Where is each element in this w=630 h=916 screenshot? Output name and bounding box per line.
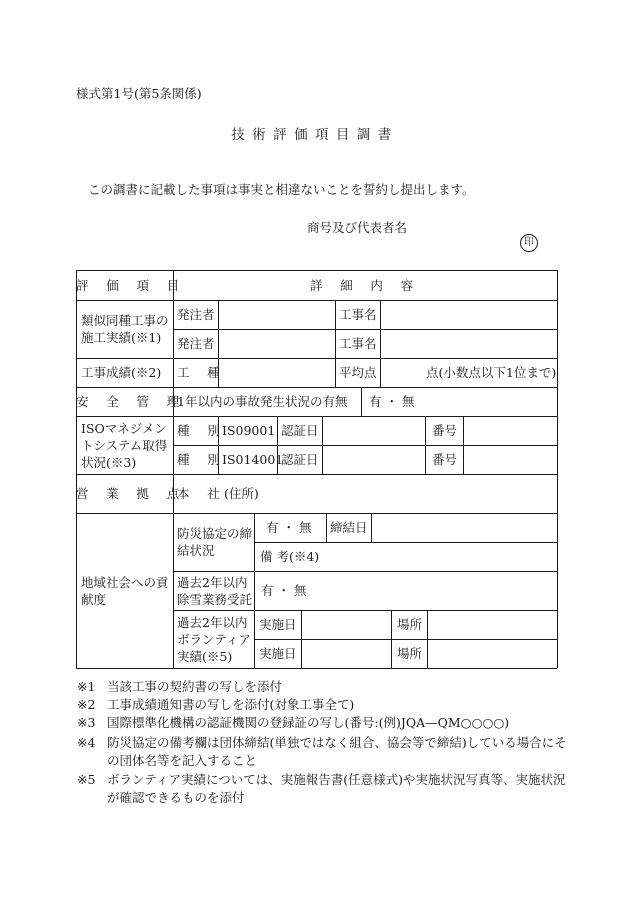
orderer-label: 発注者: [177, 336, 215, 351]
note-text: 防災協定の備考欄は団体締結(単独ではなく組合、協会等で締結)している場合にその団体名等を記入すること: [107, 735, 567, 768]
table-rule: [76, 668, 557, 669]
cert-date-label: 認証日: [281, 452, 319, 467]
table-rule: [361, 387, 362, 416]
iso-kind-label: 種 別: [177, 452, 227, 467]
table-rule: [380, 358, 381, 387]
table-rule: [326, 513, 327, 542]
iso14001-label: IS014001: [222, 452, 284, 467]
disaster-yes-no: 有 ・ 無: [266, 520, 312, 535]
remarks-label: 備 考(※4): [260, 549, 320, 564]
address-label: (住所): [224, 486, 259, 501]
table-rule: [76, 270, 557, 271]
note-mark: ※5: [77, 772, 96, 787]
impl-date-label: 実施日: [259, 646, 297, 661]
snow-yes-no: 有 ・ 無: [261, 583, 307, 598]
table-rule: [463, 416, 464, 474]
volunteer-label: 過去2年以内ボランティア実績(※5): [177, 615, 252, 664]
table-rule: [76, 300, 557, 301]
similar-works-label: 類似同種工事の施工実績(※1): [81, 313, 169, 345]
note-text: ボランティア実績については、実施報告書(任意様式)や実施状況写真等、実施状況が確認できるものを添付: [107, 772, 566, 805]
community-label: 地域社会への貢献度: [81, 575, 169, 607]
orderer-label: 発注者: [177, 307, 215, 322]
note-text: 工事成績通知書の写しを添付(対象工事全て): [107, 697, 355, 712]
accident-yes-no: 有 ・ 無: [369, 394, 415, 409]
performance-label: 工事成績(※2): [81, 365, 162, 380]
table-rule: [76, 358, 557, 359]
head-office-label: 本 社: [177, 486, 227, 501]
place-label: 場所: [397, 646, 423, 661]
note-item: [77, 771, 566, 805]
table-rule: [254, 513, 255, 668]
table-rule: [173, 610, 557, 611]
note-item: [77, 714, 510, 732]
safety-label: 安 全 管 理: [76, 394, 187, 409]
table-rule: [173, 571, 557, 572]
note-mark: ※2: [77, 697, 96, 712]
note-mark: ※4: [77, 735, 96, 750]
accident-question: 1年以内の事故発生状況の有無: [177, 394, 348, 409]
table-rule: [335, 300, 336, 358]
iso-label: ISOマネジメントシステム取得状況(※3): [81, 421, 168, 470]
table-rule: [301, 610, 302, 668]
table-rule: [254, 639, 557, 640]
snow-removal-label: 過去2年以内除雪業務受託: [177, 575, 253, 607]
table-rule: [254, 542, 557, 543]
table-rule: [76, 270, 77, 668]
column-header-detail: 詳 細 内 容: [309, 278, 421, 293]
table-rule: [173, 445, 557, 446]
table-rule: [173, 329, 557, 330]
table-rule: [76, 387, 557, 388]
table-rule: [76, 474, 557, 475]
table-rule: [76, 416, 557, 417]
note-text: 当該工事の契約書の写しを添付: [107, 679, 283, 694]
table-rule: [380, 300, 381, 358]
table-rule: [371, 513, 372, 542]
table-rule: [427, 610, 428, 668]
disaster-agreement-label: 防災協定の締結状況: [177, 526, 253, 558]
iso9001-label: IS09001: [222, 423, 276, 438]
work-type-label: 工 種: [177, 365, 227, 380]
pledge-text: この調書に記載した事項は事実と相違ないことを誓約し提出します。: [88, 182, 475, 197]
iso-kind-label: 種 別: [177, 423, 227, 438]
note-text: 国際標準化機構の認証機関の登録証の写し(番号:(例)JQA—QM○○○○): [107, 715, 510, 730]
table-rule: [335, 358, 336, 387]
table-rule: [173, 270, 174, 668]
table-rule: [76, 513, 557, 514]
table-rule: [557, 270, 558, 668]
form-number: 様式第1号(第5条関係): [76, 86, 202, 101]
office-label: 営 業 拠 点: [76, 486, 187, 501]
representative-label: 商号及び代表者名: [307, 220, 408, 235]
work-name-label: 工事名: [339, 336, 377, 351]
note-mark: ※3: [77, 715, 96, 730]
note-item: [77, 678, 283, 696]
score-precision-note: 点(小数点以下1位まで): [426, 365, 557, 380]
place-label: 場所: [397, 617, 423, 632]
impl-date-label: 実施日: [259, 617, 297, 632]
page-title: 技術評価項目調書: [231, 127, 399, 143]
table-rule: [218, 300, 219, 358]
seal-mark: 印: [520, 234, 538, 252]
table-rule: [322, 416, 323, 474]
cert-number-label: 番号: [432, 452, 458, 467]
note-item: [77, 734, 567, 768]
conclusion-date-label: 締結日: [330, 520, 368, 535]
cert-number-label: 番号: [432, 423, 458, 438]
column-header-item: 評 価 項 目: [76, 278, 187, 293]
work-name-label: 工事名: [339, 307, 377, 322]
note-item: [77, 696, 355, 714]
table-rule: [425, 416, 426, 474]
average-score-label: 平均点: [339, 365, 377, 380]
table-rule: [391, 610, 392, 668]
cert-date-label: 認証日: [281, 423, 319, 438]
note-mark: ※1: [77, 679, 96, 694]
